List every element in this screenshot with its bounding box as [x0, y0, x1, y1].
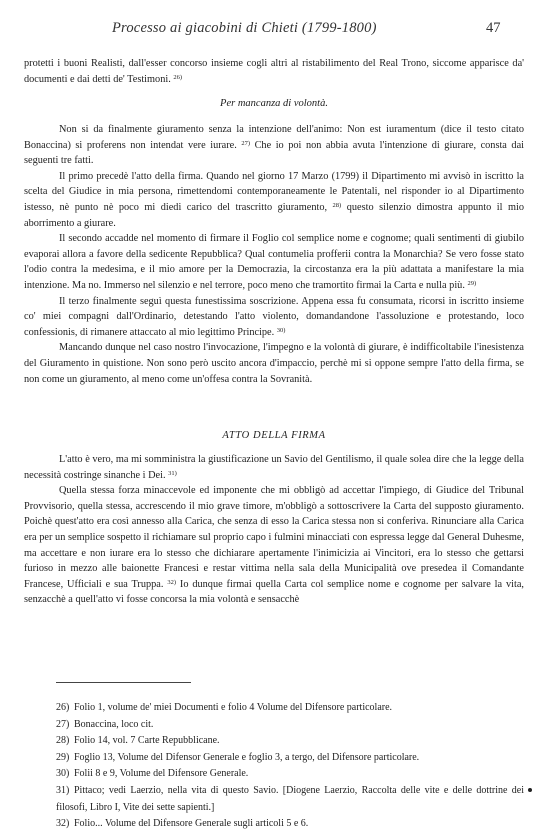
footnote-ref-26: 26) [173, 73, 183, 81]
footnote-30: 30) Folii 8 e 9, Volume del Difensore Generale. [56, 768, 249, 780]
paragraph-5: Il terzo finalmente seguì questa funestissima soscrizione. Appena essa fu consumata, ricorsi in iscritto insieme co' miei compagni dall'Ordinario, detestando l'atto violento, domandandone l'assoluzione e protestando, loco confessionis, di rimanere attaccato al mio legittimo Principe. $^{30)}$ [24, 295, 524, 338]
body-text-section-2 [24, 452, 524, 608]
paragraph-7: L'atto è vero, ma mi somministra la giustificazione un Savio del Gentilismo, il quale solea dire che la legge della necessità costringe sinanche i Dei. $^{31)}$ [24, 454, 524, 481]
footnote-26: 26) Folio 1, volume de' miei Documenti e folio 4 Volume del Difensore particolare. [56, 702, 393, 713]
footnote-28: 28) Folio 14, vol. 7 Carte Repubblicane. [56, 735, 220, 747]
paragraph-3: Il primo precedè l'atto della firma. Quando nel giorno 17 Marzo (1799) il Dipartimento mi avvisò in iscritto la scelta del Giudice in mia persona, rimettendomi contemporaneamente le Patentali, nel risponder io al Dipartimento istesso, nè punto nè poco mi diedi carico del trascritto giuramento, $^{28)}$ questo silenzio dimostra appunto il mio aborrimento a giurare. [24, 170, 525, 229]
footnote-ref-28: 28) [332, 201, 342, 209]
stray-ink-mark [528, 788, 532, 792]
section-heading-atto-della-firma: ATTO DELLA FIRMA [222, 430, 326, 441]
paragraph-2: Non si da finalmente giuramento senza la intenzione dell'animo: Non est iuramentum (dice il testo citato Bonaccina) si proferens non intendat vere iurare. $^{27)}$ Che io poi non abbia avuta l'intenzione di giurare, consta dai seguenti tre fatti. [24, 124, 524, 167]
section-heading-volonta: Per mancanza di volontà. [220, 98, 328, 109]
footnote-29: 29) Foglio 13, Volume del Difensor Generale e foglio 3, a tergo, del Difensore particolare. [56, 751, 420, 763]
footnote-ref-30: 30) [276, 326, 286, 334]
paragraph-4: Il secondo accadde nel momento di firmare il Foglio col semplice nome e cognome; quali sentimenti di giubilo evaporai allora a favore della sedicente Repubblica? Qual contumelia profferii contra la Monarchia? Se vero fosse stato l'odio contra la medesima, e il mio amore per la Democrazia, la circostanza era la più adattata a manifestare la mia intenzione. Ma no. Immerso nel silenzio e nel terrore, poco meno che tramortito firmai la Carta e nulla più. $^{29)}$ [24, 233, 524, 291]
section-1 [24, 96, 524, 112]
footnotes [24, 700, 524, 833]
footnote-ref-29: 29) [467, 279, 477, 287]
paragraph-1: protetti i buoni Realisti, dall'esser concorso insieme cogli altri al ristabilimento del Real Trono, siccome apparisce da' documenti e dai detti de' Testimoni. $^{26)}$ [24, 58, 524, 85]
section-2 [24, 428, 524, 444]
body-text [24, 56, 524, 87]
running-head-title: Processo ai giacobini di Chieti (1799-1800) [112, 20, 377, 36]
footnote-27: 27) Bonaccina, loco cit. [56, 718, 154, 730]
footnote-31: 31) Pittaco; vedi Laerzio, nella vita di questo Savio. [Diogene Laerzio, Raccolta delle vite e delle dottrine dei filosofi, Libro I, Vite dei sette sapienti.] [56, 784, 524, 813]
paragraph-8: Quella stessa forza minaccevole ed imponente che mi obbligò ad accettar l'impiego, di Giudice del Tribunal Provvisorio, quella stessa, accrescendo il mio grave timore, m'obbligò a sottoscrivere la Carta del supposto giuramento. Poichè quest'atto era così annesso alla Carica, che senza di esso la Carica stessa non si conferiva. Rinunciare alla Carica era per un semplice sospetto il richiamare sul proprio capo i fulmini minacciati con espressa legge dal General Duhesme, ma accettare e non iurare era lo stesso che dichiarare apertamente l'inimicizia ai Vincitori, era lo stesso che gettarsi furioso in mezzo alle baionette Francesi e restar vittima nella sala della Municipalità ove presedea il Comandante Francese, Ufficiali e sua Truppa. $^{32)}$ Io dunque firmai quella Carta col semplice nome e cognome per salvare la vita, senzacchè a quell'atto vi fosse concorsa la mia volontà e sensacchè [24, 485, 525, 606]
footnote-ref-27: 27) [241, 139, 251, 147]
footnote-32: 32) Folio... Volume del Difensore Generale sugli articoli 5 e 6. [56, 818, 309, 830]
footnote-ref-31: 31) [168, 469, 177, 477]
footnote-ref-32: 32) [167, 578, 177, 586]
body-text-section-1 [24, 122, 524, 387]
paragraph-6: Mancando dunque nel caso nostro l'invocazione, l'impegno e la volontà di giurare, è indifficoltabile l'inesistenza del Giuramento in quistione. Non sono però uscito ancora d'impaccio, perchè mi si oppone sempre l'atto della firma, se non come un giuramento, al meno come un'offesa contra la Sovranità. [24, 342, 524, 385]
footnote-separator [56, 682, 191, 683]
page-number: 47 [486, 20, 501, 36]
